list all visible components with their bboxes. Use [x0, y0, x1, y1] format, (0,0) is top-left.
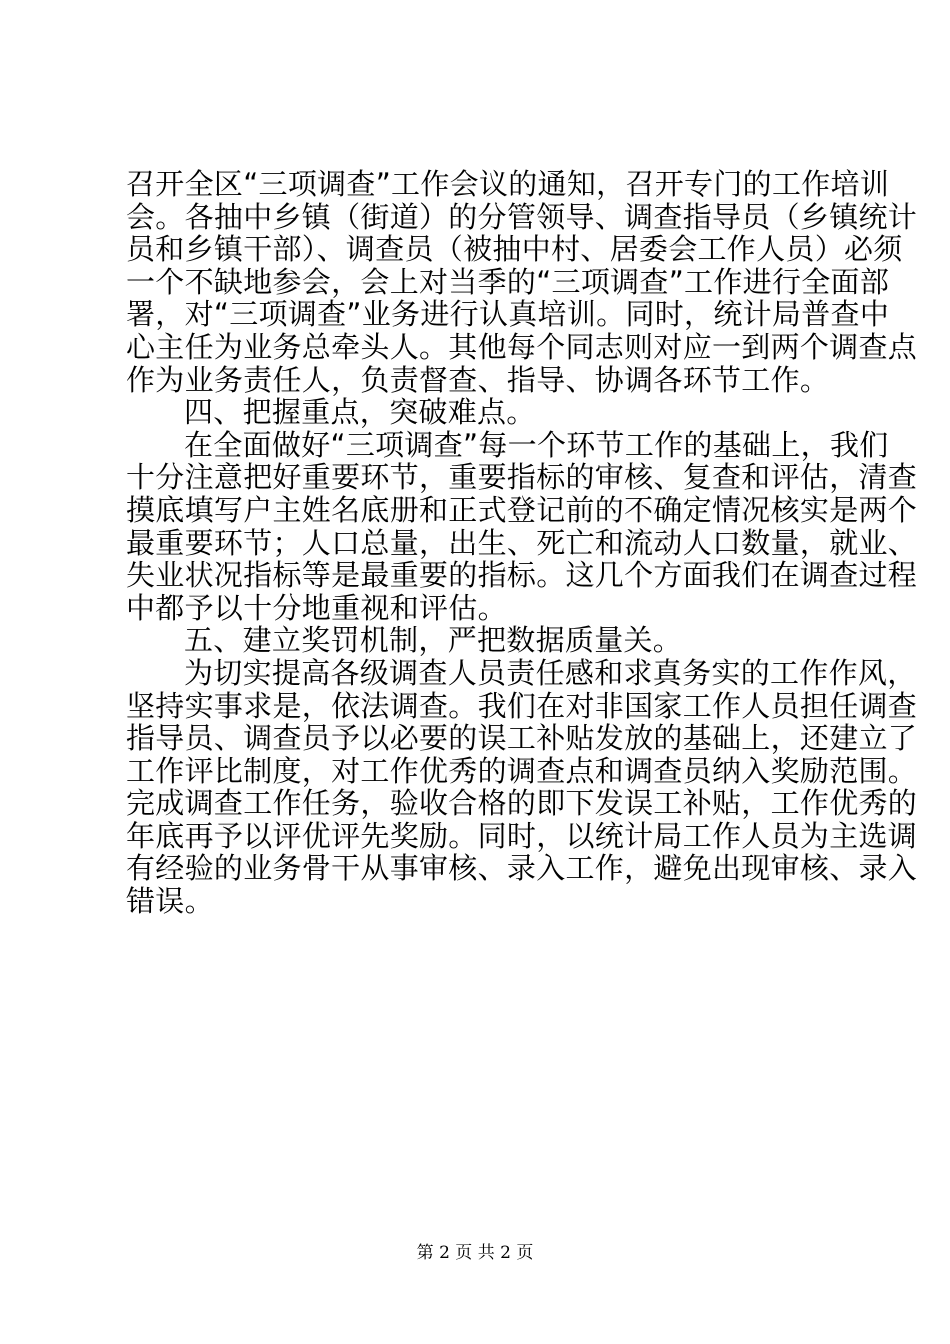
text-line: 坚持实事求是，依法调查。我们在对非国家工作人员担任调查: [126, 688, 918, 723]
text-line: 十分注意把好重要环节，重要指标的审核、复查和评估，清查: [126, 460, 918, 495]
text-line: 一个不缺地参会，会上对当季的“三项调查”工作进行全面部: [126, 264, 890, 299]
text-line: 四、把握重点，突破难点。: [184, 395, 536, 430]
text-line: 署，对“三项调查”业务进行认真培训。同时，统计局普查中: [126, 297, 890, 332]
text-line: 召开全区“三项调查”工作会议的通知，召开专门的工作培训: [126, 167, 890, 201]
text-line: 完成调查工作任务，验收合格的即下发误工补贴，工作优秀的: [126, 786, 918, 821]
page-footer: 第 2 页 共 2 页: [416, 1243, 534, 1263]
text-line: 有经验的业务骨干从事审核、录入工作，避免出现审核、录入: [126, 851, 918, 886]
text-line: 年底再予以评优评先奖励。同时，以统计局工作人员为主选调: [126, 818, 918, 853]
text-line: 为切实提高各级调查人员责任感和求真务实的工作作风，: [184, 655, 917, 690]
text-line: 员和乡镇干部）、调查员（被抽中村、居委会工作人员）必须: [126, 232, 903, 267]
text-line: 心主任为业务总牵头人。其他每个同志则对应一到两个调查点: [126, 329, 918, 364]
text-line: 最重要环节；人口总量，出生、死亡和流动人口数量，就业、: [126, 525, 918, 560]
text-line: 错误。: [126, 884, 214, 919]
text-line: 指导员、调查员予以必要的误工补贴发放的基础上，还建立了: [126, 721, 918, 756]
text-line: 五、建立奖罚机制，严把数据质量关。: [184, 623, 683, 658]
text-line: 中都予以十分地重视和评估。: [126, 590, 507, 625]
text-line: 摸底填写户主姓名底册和正式登记前的不确定情况核实是两个: [126, 492, 918, 527]
text-line: 在全面做好“三项调查”每一个环节工作的基础上，我们: [184, 427, 889, 462]
text-line: 作为业务责任人，负责督查、指导、协调各环节工作。: [126, 362, 830, 397]
text-line: 失业状况指标等是最重要的指标。这几个方面我们在调查过程: [126, 558, 918, 593]
body-text: [126, 167, 918, 919]
text-line: 工作评比制度，对工作优秀的调查点和调查员纳入奖励范围。: [126, 753, 918, 788]
text-line: 会。各抽中乡镇（街道）的分管领导、调查指导员（乡镇统计: [126, 199, 918, 234]
